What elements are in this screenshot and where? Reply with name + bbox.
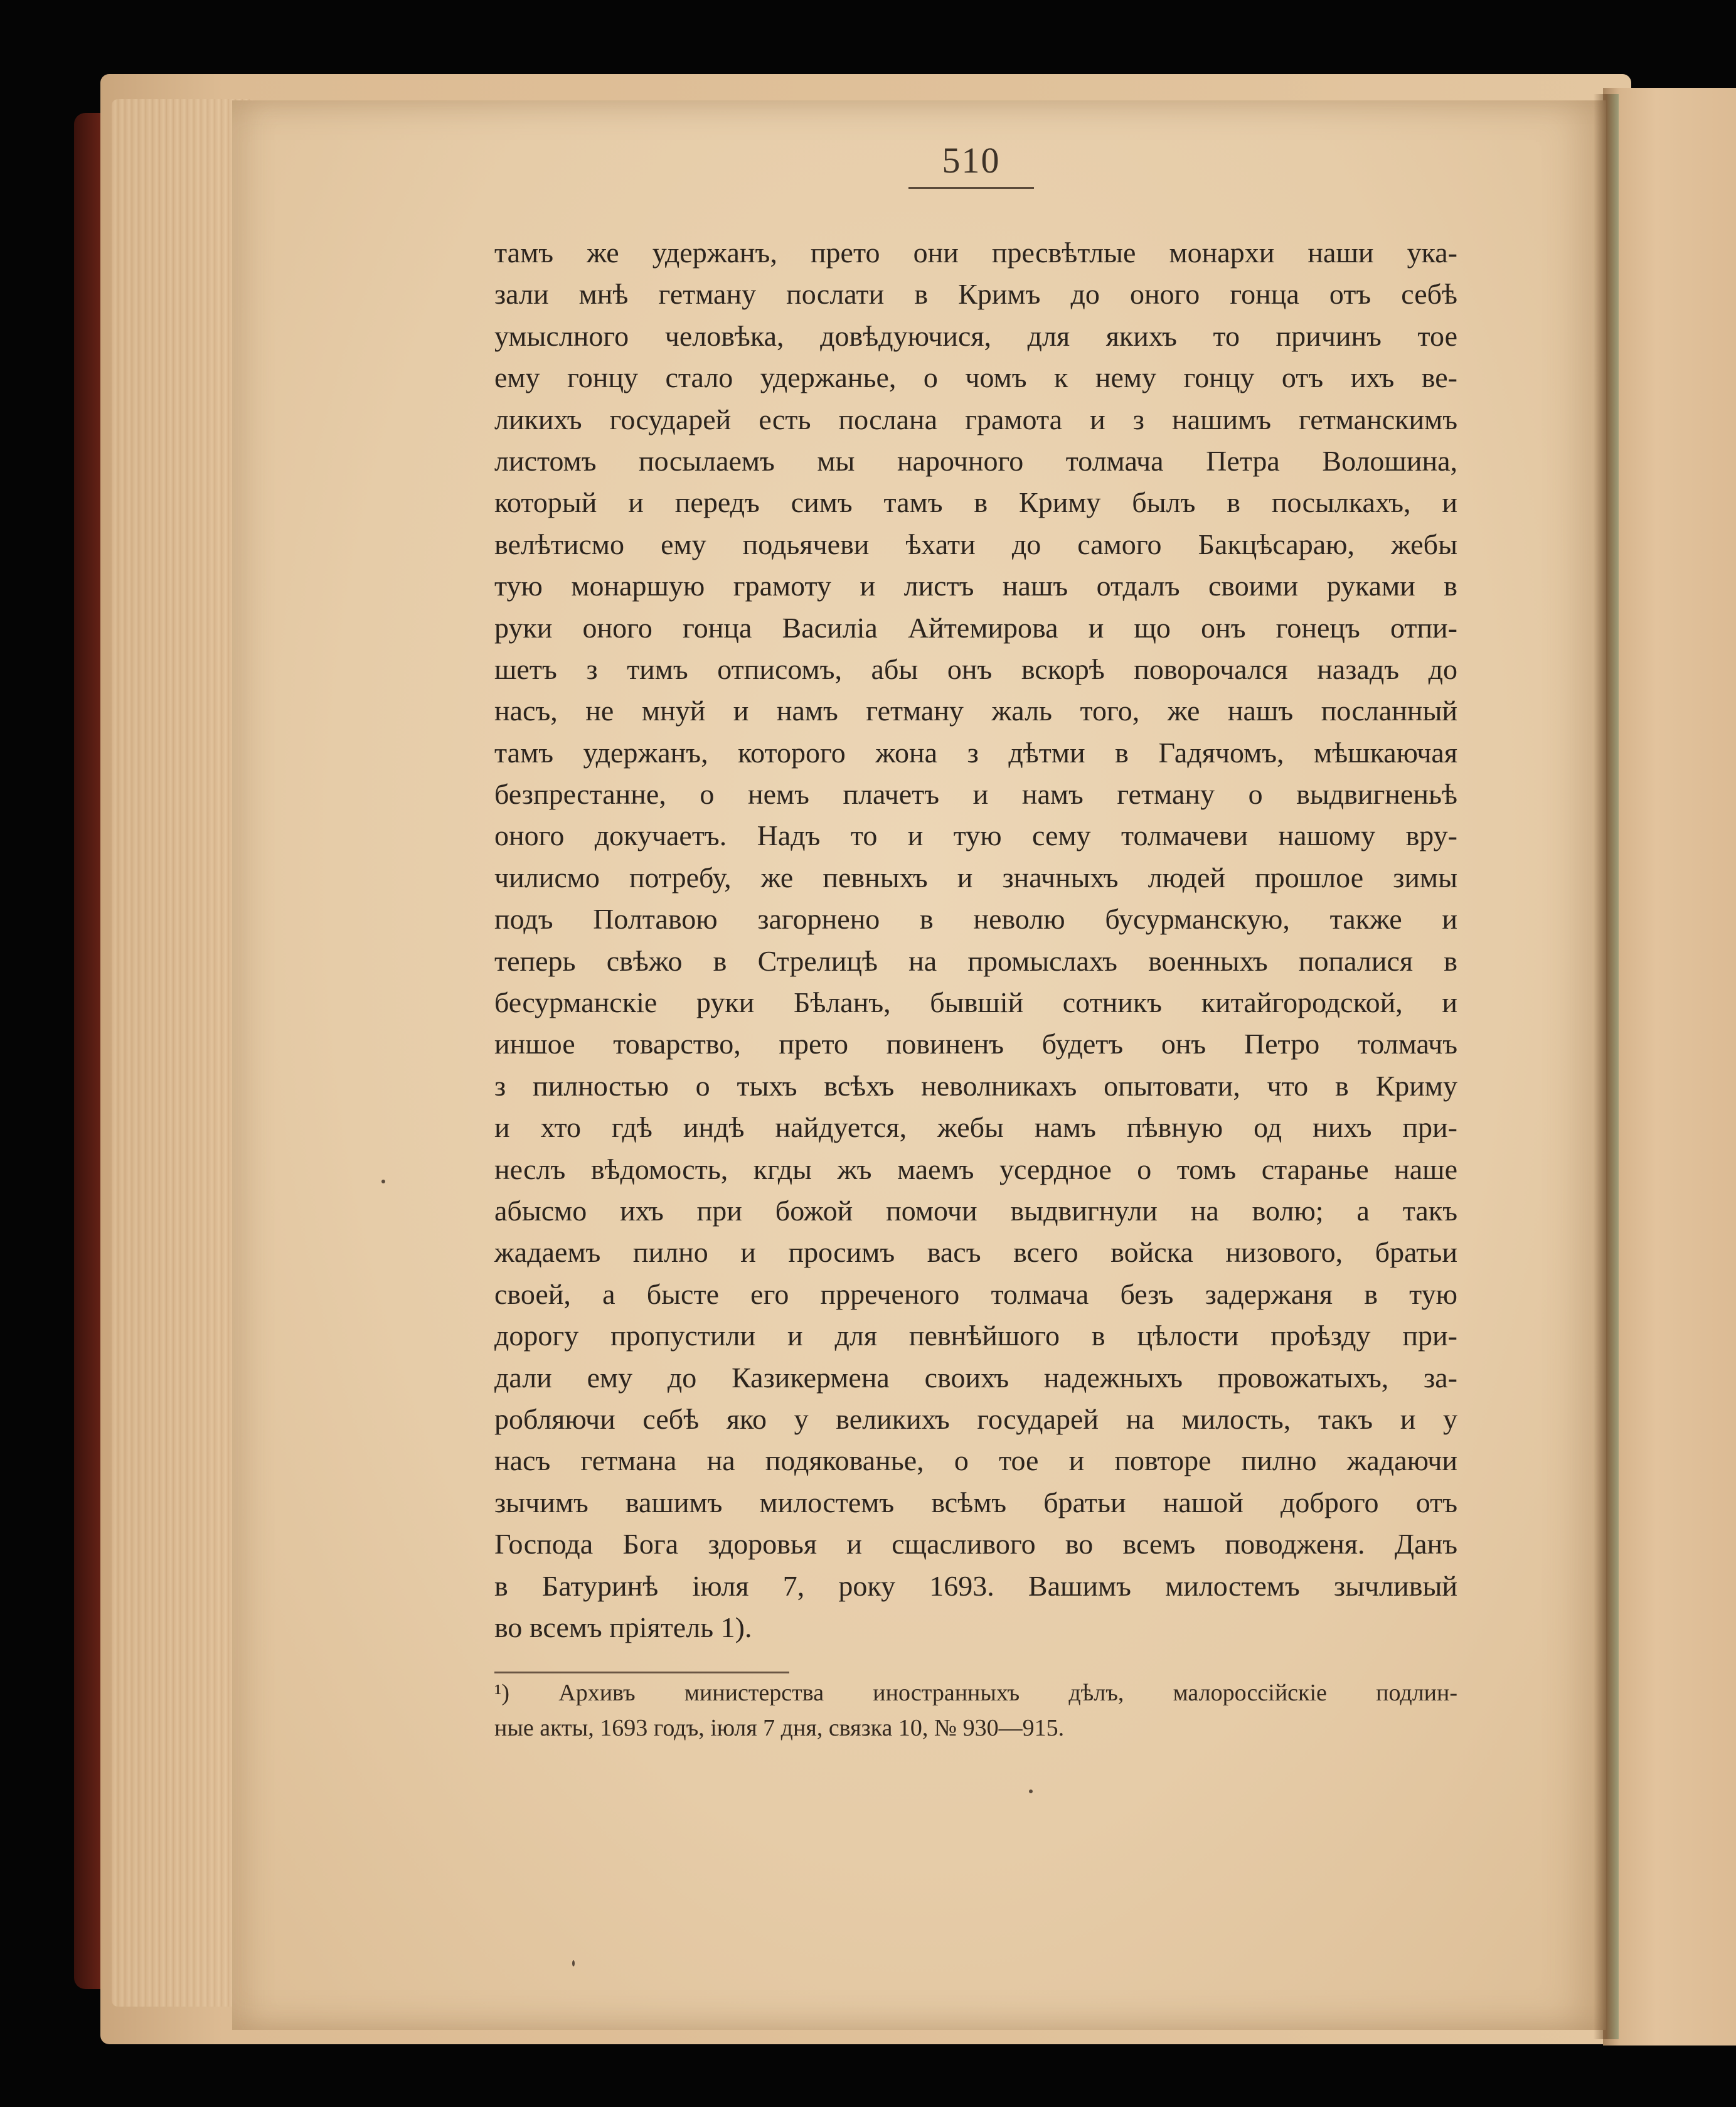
text-line: тамъ удержанъ, которого жона з дѣтми в Гадячомъ, мѣшкаючая bbox=[494, 736, 1457, 769]
text-line: ликихъ государей есть послана грамота и з нашимъ гетманскимъ bbox=[494, 403, 1457, 435]
text-line: зали мнѣ гетману послати в Кримъ до оного гонца отъ себѣ bbox=[494, 278, 1457, 311]
text-line: шетъ з тимъ отписомъ, абы онъ вскорѣ поворочался назадъ до bbox=[494, 653, 1457, 685]
text-line: умыслного человѣка, довѣдуючися, для якихъ то причинъ тое bbox=[494, 319, 1457, 352]
text-line: своей, а бысте его прреченого толмача безъ задержаня в тую bbox=[494, 1278, 1457, 1310]
text-line: насъ, не мнуй и намъ гетману жаль того, же нашъ посланный bbox=[494, 695, 1457, 727]
text-line: тую монаршую грамоту и листъ нашъ отдалъ своими руками в bbox=[494, 570, 1457, 602]
paper-speck bbox=[381, 1180, 385, 1183]
text-line: оного докучаетъ. Надъ то и тую сему толмачеви нашому вру- bbox=[494, 819, 1457, 852]
page-number: 510 bbox=[942, 140, 1001, 181]
text-line: бесурманскіе руки Бѣланъ, бывшій сотникъ китайгородской, и bbox=[494, 986, 1457, 1019]
text-line: в Батуринѣ іюля 7, року 1693. Вашимъ милостемъ зычливый bbox=[494, 1569, 1457, 1602]
page-number-rule bbox=[908, 187, 1034, 189]
text-line: жадаемъ пилно и просимъ васъ всего войска низового, братьи bbox=[494, 1236, 1457, 1269]
footnote-line: ные акты, 1693 годъ, іюля 7 дня, связка 10, № 930—915. bbox=[494, 1715, 1065, 1741]
footnote-rule bbox=[494, 1672, 789, 1673]
text-line: Господа Бога здоровья и сщасливого во всемъ поводженя. Данъ bbox=[494, 1528, 1457, 1560]
facing-page-edge bbox=[1603, 88, 1736, 2046]
text-line: во всемъ пріятель 1). bbox=[494, 1611, 752, 1643]
paper-speck bbox=[1029, 1790, 1033, 1793]
text-line: велѣтисмо ему подьячеви ѣхати до самого Бакцѣсараю, жебы bbox=[494, 528, 1457, 560]
text-line: теперь свѣжо в Стрелицѣ на промыслахъ военныхъ попалися в bbox=[494, 944, 1457, 977]
text-line: чилисмо потребу, же певныхъ и значныхъ людей прошлое зимы bbox=[494, 861, 1457, 893]
text-line: робляючи себѣ яко у великихъ государей на милость, такъ и у bbox=[494, 1402, 1457, 1435]
text-line: дорогу пропустили и для певнѣйшого в цѣлости проѣзду при- bbox=[494, 1320, 1457, 1352]
text-line: дали ему до Казикермена своихъ надежныхъ провожатыхъ, за- bbox=[494, 1361, 1457, 1394]
book-gutter bbox=[1594, 94, 1619, 2039]
text-line: тамъ же удержанъ, прето они пресвѣтлые монархи наши ука- bbox=[494, 237, 1457, 269]
footnote bbox=[494, 1675, 1457, 1746]
text-line: з пилностью о тыхъ всѣхъ неволникахъ опытовати, что в Криму bbox=[494, 1069, 1457, 1102]
body-text bbox=[494, 232, 1457, 1648]
text-line: зычимъ вашимъ милостемъ всѣмъ братьи нашой доброго отъ bbox=[494, 1486, 1457, 1518]
text-line: насъ гетмана на подякованье, о тое и повторе пилно жадаючи bbox=[494, 1444, 1457, 1477]
text-line: безпрестанне, о немъ плачетъ и намъ гетману о выдвигненьѣ bbox=[494, 778, 1457, 811]
text-line: и хто гдѣ индѣ найдуется, жебы намъ пѣвную од нихъ при- bbox=[494, 1111, 1457, 1144]
text-line: неслъ вѣдомость, кгды жъ маемъ усердное о томъ старанье наше bbox=[494, 1153, 1457, 1185]
text-line: ему гонцу стало удержанье, о чомъ к нему гонцу отъ ихъ ве- bbox=[494, 361, 1457, 394]
text-line: листомъ посылаемъ мы нарочного толмача Петра Волошина, bbox=[494, 444, 1457, 477]
text-line: руки оного гонца Василіа Айтемирова и що онъ гонецъ отпи- bbox=[494, 611, 1457, 644]
text-line: который и передъ симъ тамъ в Криму былъ в посылкахъ, и bbox=[494, 486, 1457, 519]
paper-speck bbox=[572, 1960, 575, 1966]
text-line: подъ Полтавою загорнено в неволю бусурманскую, также и bbox=[494, 903, 1457, 936]
footnote-line: ¹) Архивъ министерства иностранныхъ дѣлъ, малороссійскіе подлин- bbox=[494, 1680, 1457, 1706]
text-line: иншое товарство, прето повиненъ будетъ онъ Петро толмачъ bbox=[494, 1028, 1457, 1060]
text-line: абысмо ихъ при божой помочи выдвигнули на волю; а такъ bbox=[494, 1194, 1457, 1227]
